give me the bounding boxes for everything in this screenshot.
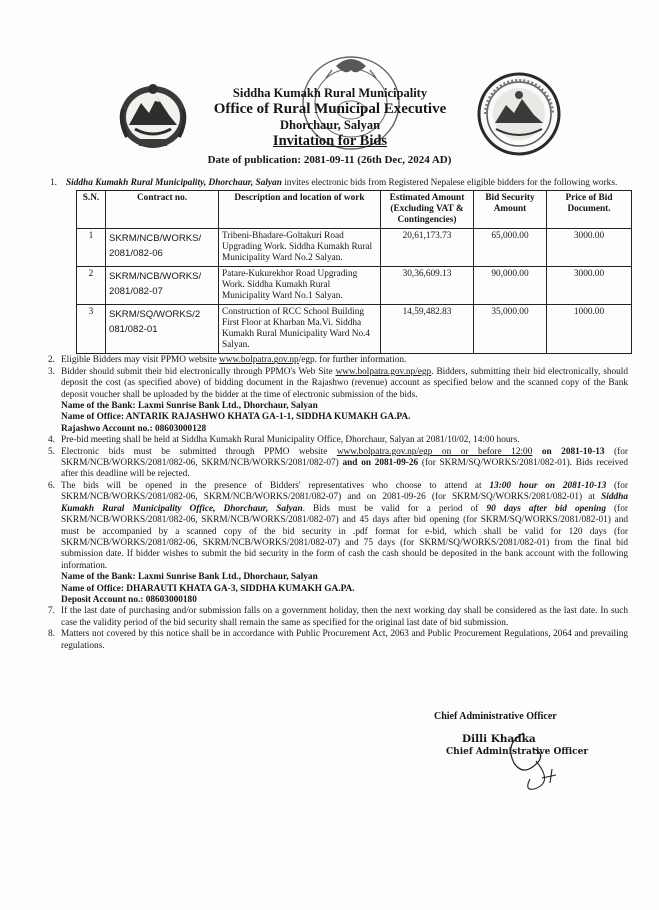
signature-block — [434, 711, 594, 757]
office-account-name: Name of Office: DHARAUTI KHATA GA-3, SIDDHA KUMAKH GA.PA. — [61, 583, 355, 594]
cell-description: Construction of RCC School Building First Floor at Kharban Ma.Vi. Siddha Kumakh Rural Municipality Ward No.4 Salyan. — [219, 305, 381, 354]
cell-price: 3000.00 — [547, 229, 632, 267]
cell-amount: 30,36,609.13 — [381, 267, 474, 305]
table-row — [77, 267, 632, 305]
clause-text: at — [582, 492, 602, 503]
page-title: Invitation for Bids — [272, 133, 388, 149]
clause-text: (for SKRM/SQ/WORKS/2081/082-01) — [431, 492, 583, 503]
ppmo-egp-link[interactable]: www.bolpatra.gov.np/egp — [335, 366, 432, 377]
clause-text: Pre-bid meeting shall be held at Siddha Kumakh Rural Municipality Office, Dhorchaur, Salyan at 2081/10/02, 14:00 hours. — [61, 435, 520, 446]
cell-price: 1000.00 — [547, 305, 632, 354]
header-sn: S.N. — [77, 191, 106, 229]
cell-security: 65,000.00 — [474, 229, 547, 267]
cell-contract: SKRM/SQ/WORKS/2 081/082-01 — [106, 305, 219, 354]
clause-text: and on 2081-09-26 — [341, 492, 432, 503]
bank-name: Name of the Bank: Laxmi Sunrise Bank Ltd., Dhorchaur, Salyan — [61, 401, 318, 412]
clause-text: . Bids must be valid for a period of — [302, 503, 487, 514]
cell-security: 35,000.00 — [474, 305, 547, 354]
ppmo-submit-link[interactable]: www.bolpatra.gov.np/egp on or before 12:00 — [336, 446, 533, 457]
bid-validity: 90 days after bid opening — [486, 503, 606, 514]
cell-description: Patare-Kukurekhor Road Upgrading Work. Siddha Kumakh Rural Municipality Ward No.1 Salyan. — [219, 267, 381, 305]
clause-1 — [50, 178, 628, 189]
clause-text: /egp. for further information. — [298, 355, 407, 366]
signatory-name: Dilli Khadka — [462, 733, 536, 745]
ppmo-link[interactable]: www.bolpatra.gov.np — [219, 355, 299, 366]
handwritten-signature-icon — [494, 723, 584, 793]
clause-text: The bids will be opened in the presence of Bidders' representatives who choose to attend at — [61, 480, 490, 491]
clause-2 — [48, 355, 628, 366]
clause-5 — [48, 447, 628, 481]
municipality-name: Siddha Kumakh Rural Municipality — [232, 86, 428, 100]
table-row — [77, 229, 632, 267]
office-name: Office of Rural Municipal Executive — [213, 101, 447, 117]
clause-text: Bids received after this deadline will be rejected. — [61, 458, 628, 480]
cell-amount: 14,59,482.83 — [381, 305, 474, 354]
header-description: Description and location of work — [219, 191, 381, 229]
clause-text: invites electronic bids from Registered Nepalese eligible bidders for the following works. — [281, 178, 618, 188]
header-price: Price of Bid Document. — [547, 191, 632, 229]
municipality-logo-icon — [476, 71, 562, 157]
table-row — [77, 305, 632, 354]
deposit-account-no: Deposit Account no.: 08603000180 — [61, 594, 197, 605]
notice-body — [48, 178, 628, 652]
cell-price: 3000.00 — [547, 267, 632, 305]
clause-text: (for SKRM/NCB/WORKS/2081/082-06, SKRM/NCB/WORKS/2081/082-07) and 45 days after bid opening (for SKRM/SQ/WORKS/2081/082-01) and must be accompanied by a scanned copy of the bid security in .pdf format for e-bid, which shall be valid for 120 days (for SKRM/NCB/WORKS/2081/082-06, SKRM/NCB/WORKS/2081/082-07) and 75 days (for SKRM/SQ/WORKS/2081/082-01) from the final bid submission date. If bidder wishes to submit the bid security in the form of cash the cash should be deposited in the bank account with the following information. — [61, 503, 628, 571]
clause-4 — [48, 435, 628, 446]
clause-text: Electronic bids must be submitted through PPMO website — [61, 446, 337, 457]
clause-text: Bidder should submit their bid electronically through PPMO's Web Site — [61, 366, 336, 377]
bank-name: Name of the Bank: Laxmi Sunrise Bank Ltd., Dhorchaur, Salyan — [61, 572, 318, 583]
header — [180, 86, 480, 150]
bids-table — [76, 190, 632, 354]
clause-8 — [48, 629, 628, 652]
clause-number: 6. — [48, 480, 55, 491]
clause-number: 1. — [50, 178, 57, 188]
clause-text: Eligible Bidders may visit PPMO website — [61, 355, 220, 366]
header-estimated-amount: Estimated Amount (Excluding VAT & Contingencies) — [381, 191, 474, 229]
clause-7 — [48, 606, 628, 629]
signatory-role: Chief Administrative Officer — [446, 747, 589, 757]
table-header-row — [77, 191, 632, 229]
nepal-emblem-icon — [117, 79, 189, 151]
clause-3 — [48, 367, 628, 435]
cell-sn: 2 — [77, 267, 106, 305]
clause-number: 7. — [48, 606, 55, 617]
header-contract: Contract no. — [106, 191, 219, 229]
revenue-account-no: Rajashwo Account no.: 08603000128 — [61, 423, 207, 434]
clause-text: If the last date of purchasing and/or submission falls on a government holiday, then the next working day shall be considered as the last date. In such case the validity period of the bid security shall remain the same as specified for the original last date of bid submission. — [61, 606, 628, 628]
cell-security: 90,000.00 — [474, 267, 547, 305]
opening-place: Siddha Kumakh Rural Municipality Office, Dhorchaur, Salyan — [61, 492, 629, 514]
cell-sn: 3 — [77, 305, 106, 354]
clause-6 — [48, 481, 628, 606]
cell-contract: SKRM/NCB/WORKS/ 2081/082-06 — [106, 229, 219, 267]
clause-number: 2. — [48, 355, 55, 366]
deadline-date: on 2081-10-13 — [532, 446, 605, 457]
clause-number: 8. — [48, 629, 55, 640]
header-bid-security: Bid Security Amount — [474, 191, 547, 229]
cell-sn: 1 — [77, 229, 106, 267]
clause-text: (for SKRM/NCB/WORKS/2081/082-06, SKRM/NCB/WORKS/2081/082-07) — [61, 446, 628, 469]
office-address: Dhorchaur, Salyan — [279, 118, 381, 132]
opening-time: 13:00 hour on 2081-10-13 — [489, 480, 607, 491]
municipality-lead: Siddha Kumakh Rural Municipality, Dhorchaur, Salyan — [66, 178, 282, 188]
signatory-title: Chief Administrative Officer — [434, 711, 557, 722]
clause-text: (for SKRM/NCB/WORKS/2081/082-06, SKRM/NCB/WORKS/2081/082-07) — [61, 480, 628, 503]
deadline-date-sq: and on 2081-09-26 — [338, 458, 419, 469]
cell-amount: 20,61,173.73 — [381, 229, 474, 267]
cell-description: Tribeni-Bhadare-Goltakuri Road Upgrading Work. Siddha Kumakh Rural Municipality Ward No.2 Salyan. — [219, 229, 381, 267]
publication-date: Date of publication: 2081-09-11 (26th Dec, 2024 AD) — [207, 154, 452, 166]
clause-text: (for SKRM/SQ/WORKS/2081/082-01). — [418, 458, 573, 469]
clause-text: Matters not covered by this notice shall be in accordance with Public Procurement Act, 2063 and Public Procurement Regulations, 2064 and prevailing regulations. — [61, 629, 628, 651]
clause-text: . Bidders, submitting their bid electronically, should deposit the cost (as specified above) of bidding document in the Rajashwo (revenue) account as specified below and the scanned copy of the Bank deposit voucher shall be uploaded by the bidder at the time of electronic submission of the bids. — [61, 366, 629, 400]
clause-number: 5. — [48, 446, 55, 457]
clause-number: 3. — [48, 366, 55, 377]
clause-number: 4. — [48, 435, 55, 446]
cell-contract: SKRM/NCB/WORKS/ 2081/082-07 — [106, 267, 219, 305]
office-account-name: Name of Office: ANTARIK RAJASHWO KHATA GA-1-1, SIDDHA KUMAKH GA.PA. — [61, 412, 411, 423]
